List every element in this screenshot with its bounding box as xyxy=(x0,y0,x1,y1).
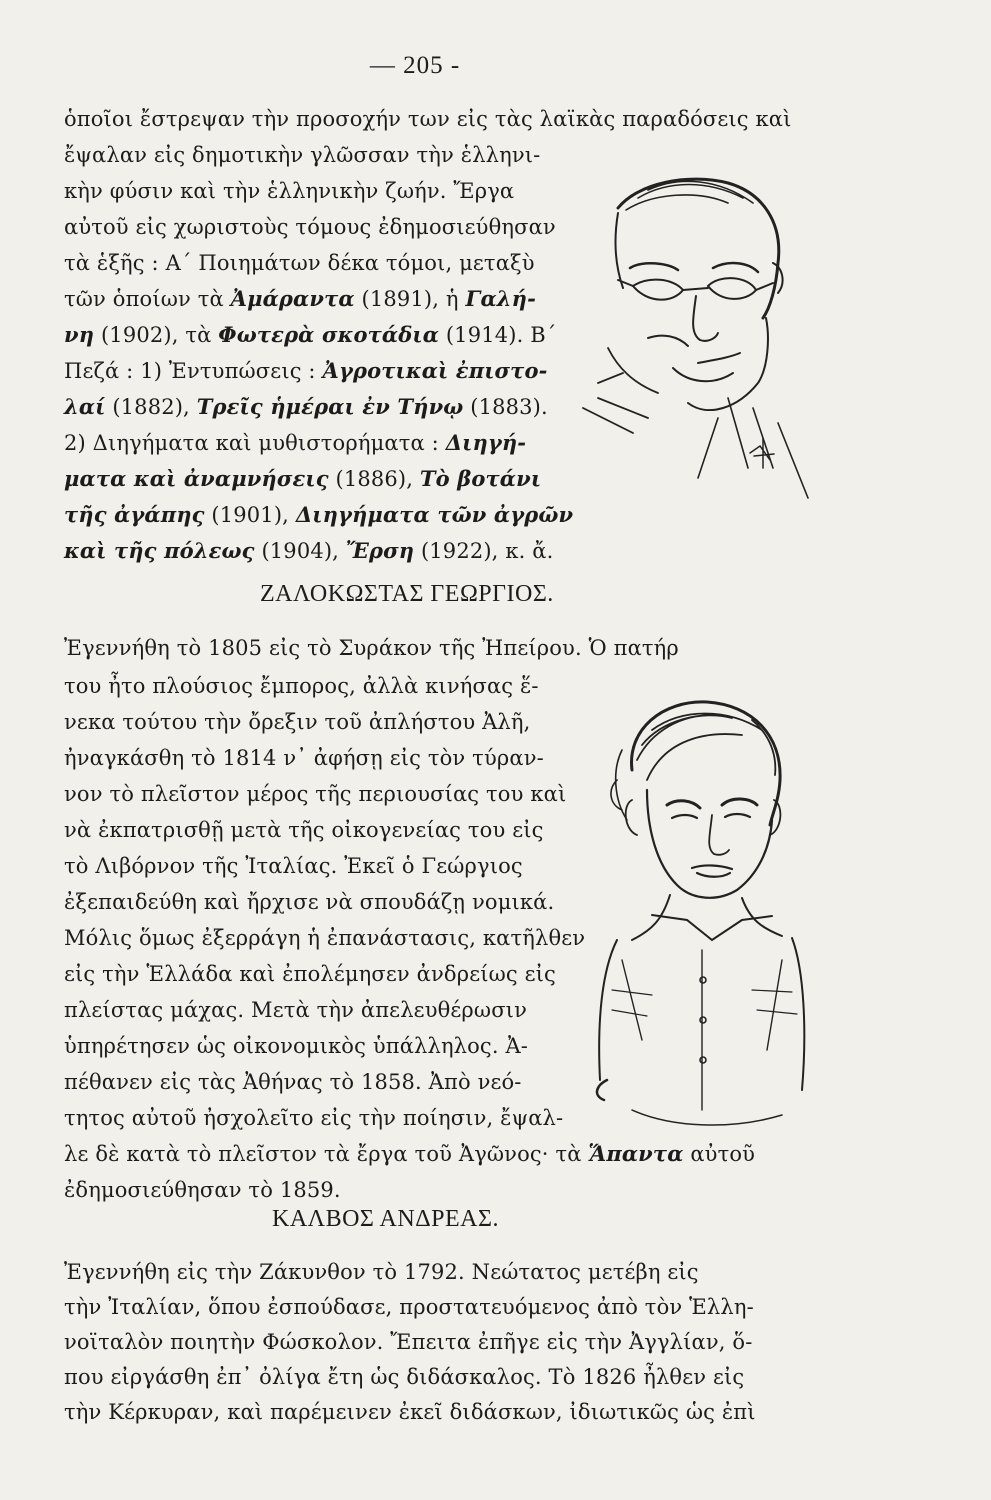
book-title: ματα καὶ ἀναμνήσεις xyxy=(64,466,329,491)
text-line xyxy=(64,357,547,385)
text-span: αὐτοῦ εἰς χωριστοὺς τόμους ἐδημοσιεύθησαν xyxy=(64,215,556,239)
book-title: τῆς ἀγάπης xyxy=(64,502,205,527)
text-span: Ἐγεννήθη εἰς τὴν Ζάκυνθον τὸ 1792. Νεώτατος μετέβη εἰς xyxy=(64,1260,699,1284)
text-line xyxy=(64,285,536,313)
text-span: λε δὲ κατὰ τὸ πλεῖστον τὰ ἔργα τοῦ Ἀγῶνος· τὰ xyxy=(64,1142,589,1166)
book-title: Ἔρση xyxy=(345,538,415,563)
text-span: Ἐγεννήθη τὸ 1805 εἰς τὸ Συράκον τῆς Ἠπείρου. Ὁ πατήρ xyxy=(64,636,679,660)
book-title: Ἅπαντα xyxy=(588,1141,684,1166)
text-line xyxy=(64,1104,563,1132)
text-line xyxy=(64,249,535,277)
text-span: πέθανεν εἰς τὰς Ἀθήνας τὸ 1858. Ἀπὸ νεό- xyxy=(64,1070,522,1094)
text-line xyxy=(64,501,573,529)
text-span: 2) Διηγήματα καὶ μυθιστορήματα : xyxy=(64,431,446,455)
book-title: Γαλή- xyxy=(465,286,536,311)
book-title: Φωτερὰ σκοτάδια xyxy=(218,322,440,347)
text-span: (1904), xyxy=(254,539,346,563)
text-span: Πεζά : 1) Ἐντυπώσεις : xyxy=(64,359,323,383)
text-line xyxy=(64,996,527,1024)
text-span: (1882), xyxy=(105,395,197,419)
text-line xyxy=(64,213,556,241)
text-span: (1902), τὰ xyxy=(94,323,219,347)
book-title: Διηγήματα τῶν ἀγρῶν xyxy=(295,502,574,527)
heading-zalokostas: ΖΑΛΟΚΩΣΤΑΣ ΓΕΩΡΓΙΟΣ. xyxy=(260,581,554,607)
text-span: ἐδημοσιεύθησαν τὸ 1859. xyxy=(64,1178,341,1202)
text-line xyxy=(64,708,530,736)
text-span: ἔψαλαν εἰς δημοτικὴν γλῶσσαν τὴν ἑλληνι- xyxy=(64,143,541,167)
book-title: νη xyxy=(64,322,95,347)
text-span: (1922), κ. ἄ. xyxy=(414,539,554,563)
book-title: Ἀγροτικαὶ ἐπιστο- xyxy=(322,358,548,383)
text-line xyxy=(64,1032,528,1060)
heading-kalvos: ΚΑΛΒΟΣ ΑΝΔΡΕΑΣ. xyxy=(272,1206,499,1232)
text-span: (1886), xyxy=(328,467,420,491)
text-line xyxy=(64,429,526,457)
book-title: Διηγή- xyxy=(445,430,527,455)
text-line xyxy=(64,924,585,952)
text-span: ἠναγκάσθη τὸ 1814 ν᾿ ἀφήσῃ εἰς τὸν τύραν- xyxy=(64,746,544,770)
text-span: νοϊταλὸν ποιητὴν Φώσκολον. Ἔπειτα ἐπῆγε εἰς τὴν Ἀγγλίαν, ὅ- xyxy=(64,1330,753,1354)
text-span: τὰ ἑξῆς : Α΄ Ποιημάτων δέκα τόμοι, μεταξὺ xyxy=(64,251,535,275)
text-line xyxy=(64,537,553,565)
text-span: ὑπηρέτησεν ὡς οἰκονομικὸς ὑπάλληλος. Ἀ- xyxy=(64,1034,529,1058)
text-line xyxy=(64,634,816,662)
text-span: ὁποῖοι ἔστρεψαν τὴν προσοχήν των εἰς τὰς λαϊκὰς παραδόσεις καὶ xyxy=(64,107,792,131)
book-title: Τὸ βοτάνι xyxy=(419,466,542,491)
text-span: νον τὸ πλεῖστον μέρος τῆς περιουσίας του καὶ xyxy=(64,782,567,806)
text-line xyxy=(64,321,556,349)
text-span: τητος αὐτοῦ ἠσχολεῖτο εἰς τὴν ποίησιν, ἔψαλ- xyxy=(64,1106,564,1130)
book-title: Ἀμάραντα xyxy=(230,286,355,311)
text-line xyxy=(64,141,540,169)
text-line xyxy=(64,1068,522,1096)
text-span: τὸ Λιβόρνον τῆς Ἰταλίας. Ἐκεῖ ὁ Γεώργιος xyxy=(64,854,523,878)
text-line xyxy=(64,1140,755,1168)
text-span: (1891), ἡ xyxy=(354,287,466,311)
text-span: του ἦτο πλούσιος ἔμπορος, ἀλλὰ κινήσας ἕ- xyxy=(64,674,539,698)
text-span: ἐξεπαιδεύθη καὶ ἤρχισε νὰ σπουδάζῃ νομικά. xyxy=(64,890,555,914)
text-line xyxy=(64,177,514,205)
text-span: τὴν Κέρκυραν, καὶ παρέμεινεν ἐκεῖ διδάσκων, ἰδιωτικῶς ὡς ἐπὶ xyxy=(64,1400,756,1424)
text-span: κὴν φύσιν καὶ τὴν ἑλληνικὴν ζωήν. Ἔργα xyxy=(64,179,515,203)
text-span: τὴν Ἰταλίαν, ὅπου ἐσπούδασε, προστατευόμενος ἀπὸ τὸν Ἑλλη- xyxy=(64,1295,754,1319)
text-span: πλείστας μάχας. Μετὰ τὴν ἀπελευθέρωσιν xyxy=(64,998,527,1022)
text-line xyxy=(64,780,566,808)
portrait-sketch-1 xyxy=(578,168,818,528)
text-line xyxy=(64,465,541,493)
text-span: (1883). xyxy=(463,395,548,419)
text-line xyxy=(64,1328,816,1356)
book-title: λαί xyxy=(64,394,106,419)
text-line xyxy=(64,744,544,772)
text-line xyxy=(64,1293,816,1321)
text-span: (1914). Β΄ xyxy=(439,323,557,347)
text-line xyxy=(64,1258,816,1286)
text-line xyxy=(64,1176,341,1204)
book-title: καὶ τῆς πόλεως xyxy=(64,538,255,563)
text-line xyxy=(64,816,544,844)
text-line xyxy=(64,888,554,916)
text-span: αὐτοῦ xyxy=(683,1142,756,1166)
text-span: εἰς τὴν Ἑλλάδα καὶ ἐπολέμησεν ἀνδρείως εἰς xyxy=(64,962,556,986)
text-line xyxy=(64,852,523,880)
text-line xyxy=(64,393,548,421)
text-span: που εἰργάσθη ἐπ᾿ ὀλίγα ἔτη ὡς διδάσκαλος. Τὸ 1826 ἦλθεν εἰς xyxy=(64,1365,745,1389)
text-span: νεκα τούτου τὴν ὄρεξιν τοῦ ἀπλήστου Ἀλῆ, xyxy=(64,710,531,734)
book-title: Τρεῖς ἡμέραι ἐν Τήνῳ xyxy=(196,394,464,419)
text-span: νὰ ἐκπατρισθῇ μετὰ τῆς οἰκογενείας του εἰς xyxy=(64,818,544,842)
text-line xyxy=(64,1363,816,1391)
text-span: Μόλις ὅμως ἐξερράγη ἡ ἐπανάστασις, κατῆλθεν xyxy=(64,926,586,950)
text-line xyxy=(64,105,816,133)
portrait-engraving-2 xyxy=(592,690,807,1138)
text-line xyxy=(64,960,556,988)
text-span: (1901), xyxy=(204,503,296,527)
text-line xyxy=(64,1398,816,1426)
page-number: — 205 - xyxy=(369,52,461,79)
text-span: τῶν ὁποίων τὰ xyxy=(64,287,231,311)
text-line xyxy=(64,672,539,700)
